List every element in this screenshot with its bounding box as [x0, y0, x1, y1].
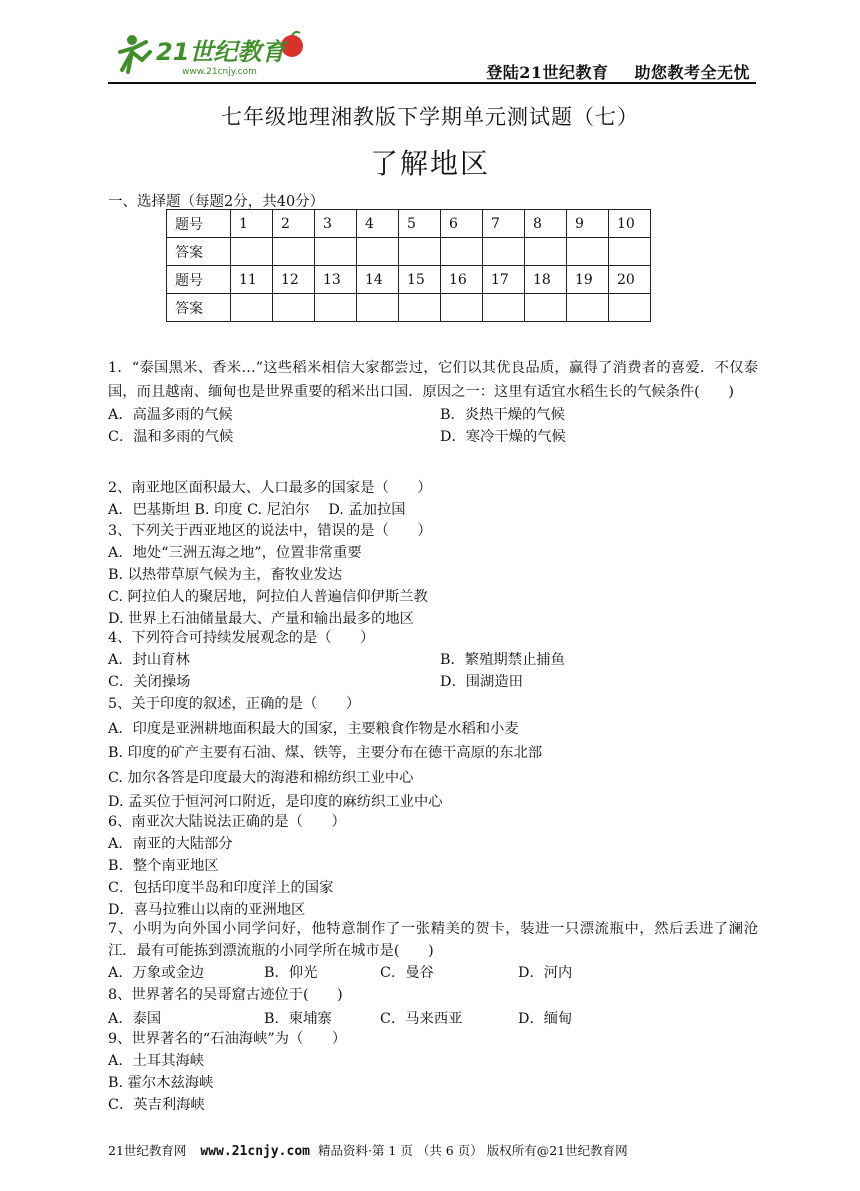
option[interactable]: D．围湖造田 — [440, 674, 523, 690]
question-number: 4 — [357, 210, 399, 238]
option[interactable]: A．南亚的大陆部分 — [108, 836, 233, 852]
question-number: 17 — [483, 266, 525, 294]
answer-table — [166, 209, 651, 322]
question-number: 14 — [357, 266, 399, 294]
section-heading: 一、选择题（每题2分，共40分） — [108, 194, 325, 210]
question-stem: 1．“泰国黑米、香米…”这些稻米相信大家都尝过，它们以其优良品质，赢得了消费者的喜爱．不仅泰国，而且越南、缅甸也是世界重要的稻米出口国．原因之一：这里有适宜水稻生长的气候条件( ) — [108, 360, 758, 400]
question-stem: 4、下列符合可持续发展观念的是（ ） — [108, 630, 375, 646]
answer-cell[interactable] — [357, 238, 399, 266]
option[interactable]: B．整个南亚地区 — [108, 858, 219, 874]
option[interactable]: A．封山育林 — [108, 652, 190, 668]
answer-cell[interactable] — [483, 238, 525, 266]
option[interactable]: A．印度是亚洲耕地面积最大的国家，主要粮食作物是水稻和小麦 — [108, 720, 519, 737]
option[interactable]: B．炎热干燥的气候 — [440, 407, 565, 423]
option[interactable]: C．温和多雨的气候 — [108, 429, 234, 445]
question-stem: 3、下列关于西亚地区的说法中，错误的是（ ） — [108, 523, 432, 539]
option[interactable]: C. 阿拉伯人的聚居地，阿拉伯人普遍信仰伊斯兰教 — [108, 589, 428, 605]
option[interactable]: A．土耳其海峡 — [108, 1053, 205, 1069]
option[interactable]: B. 以热带草原气候为主，畜牧业发达 — [108, 567, 343, 583]
answer-cell[interactable] — [315, 238, 357, 266]
option-line[interactable]: A．巴基斯坦 B. 印度 C. 尼泊尔 D. 孟加拉国 — [108, 502, 406, 518]
question-9 — [108, 1028, 758, 1116]
question-5 — [108, 692, 758, 815]
option-row — [108, 1008, 758, 1030]
question-number: 20 — [609, 266, 651, 294]
table-row — [167, 266, 651, 294]
option[interactable]: D. 孟买位于恒河河口附近，是印度的麻纺织工业中心 — [108, 794, 443, 810]
option[interactable]: D. 世界上石油储量最大、产量和输出最多的地区 — [108, 611, 414, 627]
slogan-help: 助您教考全无忧 — [634, 63, 750, 82]
option[interactable]: A．万象或金边 — [108, 965, 205, 981]
question-1 — [108, 356, 758, 448]
table-row — [167, 210, 651, 238]
answer-cell[interactable] — [273, 294, 315, 322]
question-number: 18 — [525, 266, 567, 294]
answer-cell[interactable] — [525, 238, 567, 266]
page-header — [108, 30, 756, 84]
option[interactable]: A．地处“三洲五海之地”，位置非常重要 — [108, 545, 362, 561]
question-number: 3 — [315, 210, 357, 238]
question-6 — [108, 811, 758, 921]
question-number: 9 — [567, 210, 609, 238]
footer-page-info: 精品资料·第 1 页 （共 6 页） 版权所有@21世纪教育网 — [317, 1143, 628, 1158]
answer-cell[interactable] — [609, 238, 651, 266]
answer-cell[interactable] — [231, 294, 273, 322]
question-stem: 5、关于印度的叙述，正确的是（ ） — [108, 696, 361, 712]
answer-cell[interactable] — [441, 238, 483, 266]
option[interactable]: B. 霍尔木兹海峡 — [108, 1075, 214, 1091]
answer-cell[interactable] — [567, 294, 609, 322]
option-row — [108, 962, 758, 984]
answer-cell[interactable] — [399, 238, 441, 266]
question-number: 16 — [441, 266, 483, 294]
option[interactable]: D．河内 — [518, 965, 573, 981]
slogan-login: 登陆21世纪教育 — [486, 63, 609, 82]
answer-cell[interactable] — [483, 294, 525, 322]
question-number: 15 — [399, 266, 441, 294]
question-7 — [108, 918, 758, 984]
question-number: 8 — [525, 210, 567, 238]
answer-cell[interactable] — [399, 294, 441, 322]
question-stem: 6、南亚次大陆说法正确的是（ ） — [108, 814, 346, 830]
question-number: 5 — [399, 210, 441, 238]
runner-logo-icon — [112, 30, 312, 78]
option[interactable]: C．关闭操场 — [108, 674, 191, 690]
answer-cell[interactable] — [567, 238, 609, 266]
question-number: 13 — [315, 266, 357, 294]
row-label: 答案 — [167, 238, 231, 266]
page-footer — [108, 1141, 758, 1159]
row-label: 答案 — [167, 294, 231, 322]
answer-cell[interactable] — [273, 238, 315, 266]
question-4 — [108, 627, 758, 693]
question-stem: 7、小明为向外国小同学问好，他特意制作了一张精美的贺卡，装进一只漂流瓶中，然后丢进了澜沧江．最有可能拣到漂流瓶的小同学所在城市是( ) — [108, 921, 758, 959]
row-label: 题号 — [167, 266, 231, 294]
question-3 — [108, 520, 758, 630]
option[interactable]: B. 印度的矿产主要有石油、煤、铁等，主要分布在德干高原的东北部 — [108, 745, 543, 761]
question-number: 7 — [483, 210, 525, 238]
question-stem: 8、世界著名的吴哥窟古迹位于( ) — [108, 987, 343, 1003]
answer-cell[interactable] — [357, 294, 399, 322]
row-label: 题号 — [167, 210, 231, 238]
option[interactable]: C．曼谷 — [380, 965, 434, 981]
question-stem: 2、南亚地区面积最大、人口最多的国家是（ ） — [108, 480, 432, 496]
header-slogan — [460, 60, 750, 83]
question-number: 10 — [609, 210, 651, 238]
question-8 — [108, 984, 758, 1030]
question-stem: 9、世界著名的“石油海峡”为（ ） — [108, 1031, 347, 1047]
answer-cell[interactable] — [315, 294, 357, 322]
logo-text: 21世纪教育 — [156, 38, 286, 66]
option[interactable]: C．包括印度半岛和印度洋上的国家 — [108, 880, 334, 896]
question-2 — [108, 477, 758, 521]
answer-cell[interactable] — [525, 294, 567, 322]
option[interactable]: C．英吉利海峡 — [108, 1097, 205, 1113]
option-row — [108, 649, 758, 671]
option-row — [108, 404, 758, 426]
option[interactable]: D．缅甸 — [518, 1011, 573, 1027]
option-row — [108, 426, 758, 448]
option[interactable]: B．仰光 — [264, 965, 318, 981]
table-row — [167, 294, 651, 322]
answer-cell[interactable] — [609, 294, 651, 322]
question-number: 19 — [567, 266, 609, 294]
table-row — [167, 238, 651, 266]
option[interactable]: A．泰国 — [108, 1011, 162, 1027]
logo-url: www.21cnjy.com — [182, 67, 257, 77]
footer-site: 21世纪教育网 — [108, 1143, 187, 1158]
option[interactable]: B．繁殖期禁止捕鱼 — [440, 652, 565, 668]
option[interactable]: D．喜马拉雅山以南的亚洲地区 — [108, 902, 306, 918]
page-title: 七年级地理湘教版下学期单元测试题（七） — [221, 105, 639, 129]
question-number: 6 — [441, 210, 483, 238]
footer-url[interactable]: www.21cnjy.com — [200, 1144, 310, 1159]
option[interactable]: D．寒冷干燥的气候 — [440, 429, 566, 445]
answer-cell[interactable] — [231, 238, 273, 266]
question-number: 11 — [231, 266, 273, 294]
answer-cell[interactable] — [441, 294, 483, 322]
option[interactable]: C．马来西亚 — [380, 1011, 463, 1027]
option-row — [108, 671, 758, 693]
option[interactable]: C. 加尔各答是印度最大的海港和棉纺织工业中心 — [108, 769, 414, 786]
question-number: 2 — [273, 210, 315, 238]
option[interactable]: A．高温多雨的气候 — [108, 407, 233, 423]
site-logo[interactable] — [112, 30, 312, 78]
question-number: 12 — [273, 266, 315, 294]
option[interactable]: B．柬埔寨 — [264, 1011, 332, 1027]
question-number: 1 — [231, 210, 273, 238]
page-subtitle: 了解地区 — [369, 147, 490, 180]
